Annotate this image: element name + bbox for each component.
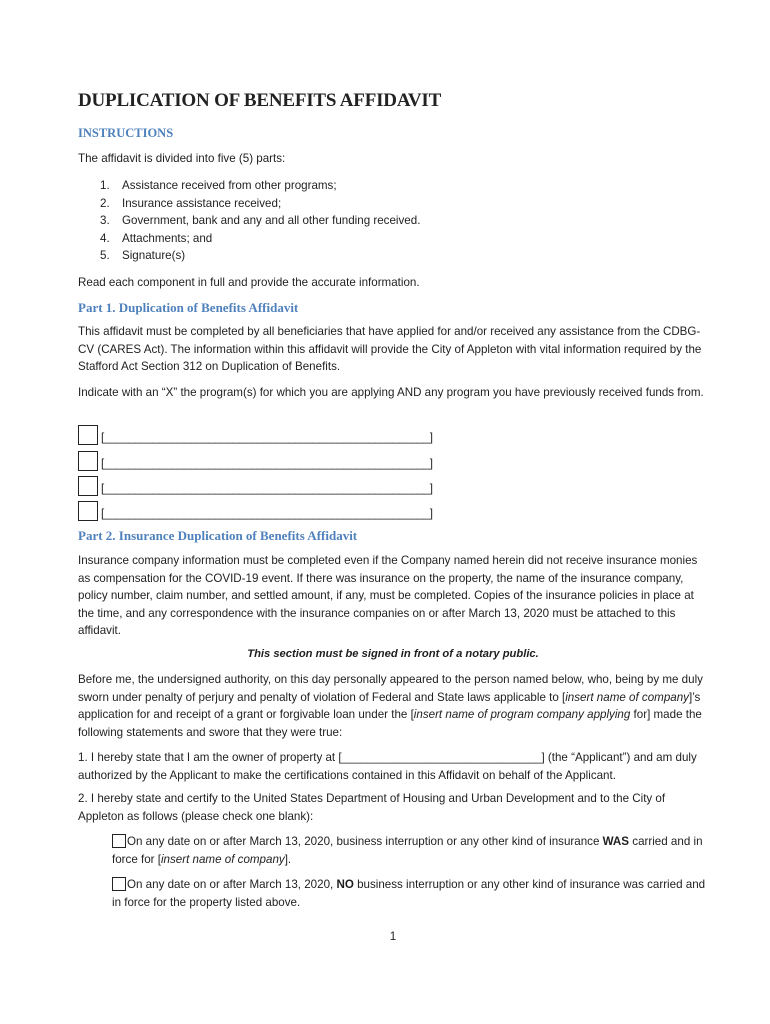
part1-paragraph: This affidavit must be completed by all beneficiaries that have applied for and/or received any assistance from the CDBG-CV (CARES Act). The information within this affidavit will provide the City of Appleton with vital information required by the Stafford Act Section 312 on Duplication of Benefits. [78, 325, 702, 374]
program-name-line[interactable]: [_____________________________________________________] [101, 507, 433, 520]
list-item: 2. Insurance assistance received; [100, 196, 282, 210]
list-item: 3. Government, bank and any and all other funding received. [100, 214, 421, 228]
ownership-statement: 1. I hereby state that I am the owner of property at [_______________________________] (the “Applicant”) and am duly authorized by the Applicant to make the certifications contained in this Affidavit on behalf of the Applicant. [78, 751, 697, 782]
insurance-was-checkbox[interactable] [112, 834, 126, 848]
list-item: 4. Attachments; and [100, 231, 213, 245]
part1-instruction: Indicate with an “X” the program(s) for which you are applying AND any program you have previously received funds from. [78, 386, 704, 399]
program-checkbox-row[interactable] [78, 474, 433, 496]
insurance-none-option[interactable]: On any date on or after March 13, 2020, NO business interruption or any other kind of insurance was carried and in force for the property listed above. [112, 878, 706, 909]
instructions-intro: The affidavit is divided into five (5) parts: [78, 152, 286, 165]
program-name-line[interactable]: [_____________________________________________________] [101, 431, 433, 444]
part1-heading: Part 1. Duplication of Benefits Affidavit [78, 300, 299, 315]
program-name-line[interactable]: [_____________________________________________________] [101, 482, 433, 495]
program-checkbox[interactable] [78, 501, 98, 521]
program-checkbox-row[interactable] [78, 423, 433, 445]
program-checkbox-row[interactable] [78, 499, 433, 521]
program-checkbox-row[interactable] [78, 449, 433, 471]
part2-paragraph: Insurance company information must be completed even if the Company named herein did not receive insurance monies as compensation for the COVID-19 event. If there was insurance on the property, the name of the insurance company, policy number, claim number, and settled amount, if any, must be completed. Copies of the insurance policies in place at the time, and any correspondence with the insurance companies on or after March 13, 2020 must be attached to this affidavit. [78, 554, 698, 638]
page-number: 1 [389, 930, 397, 943]
list-item: 5. Signature(s) [100, 249, 186, 263]
instructions-list [78, 177, 420, 265]
program-name-line[interactable]: [_____________________________________________________] [101, 457, 433, 470]
instructions-closing: Read each component in full and provide the accurate information. [78, 276, 420, 289]
sworn-statement: Before me, the undersigned authority, on this day personally appeared to the person named below, who, being by me duly sworn under penalty of perjury and penalty of violation of Federal and State laws applicable to [insert name of company]’s application for and receipt of a grant or forgivable loan under the [insert name of program company applying for] made the following statements and swore that they were true: [78, 673, 703, 739]
certification-statement: 2. I hereby state and certify to the United States Department of Housing and Urban Development and to the City of Appleton as follows (please check one blank): [78, 792, 666, 823]
insurance-was-option[interactable]: On any date on or after March 13, 2020, business interruption or any other kind of insurance WAS carried and in force for [insert name of company]. [112, 835, 703, 866]
part2-heading: Part 2. Insurance Duplication of Benefits Affidavit [78, 528, 358, 543]
notary-notice: This section must be signed in front of a notary public. [247, 648, 539, 660]
program-checkbox[interactable] [78, 451, 98, 471]
list-item: 1. Assistance received from other programs; [100, 179, 337, 192]
program-checkbox[interactable] [78, 425, 98, 445]
insurance-none-checkbox[interactable] [112, 877, 126, 891]
instructions-heading: INSTRUCTIONS [78, 126, 174, 140]
program-checkbox[interactable] [78, 476, 98, 496]
document-title: DUPLICATION OF BENEFITS AFFIDAVIT [78, 90, 442, 111]
